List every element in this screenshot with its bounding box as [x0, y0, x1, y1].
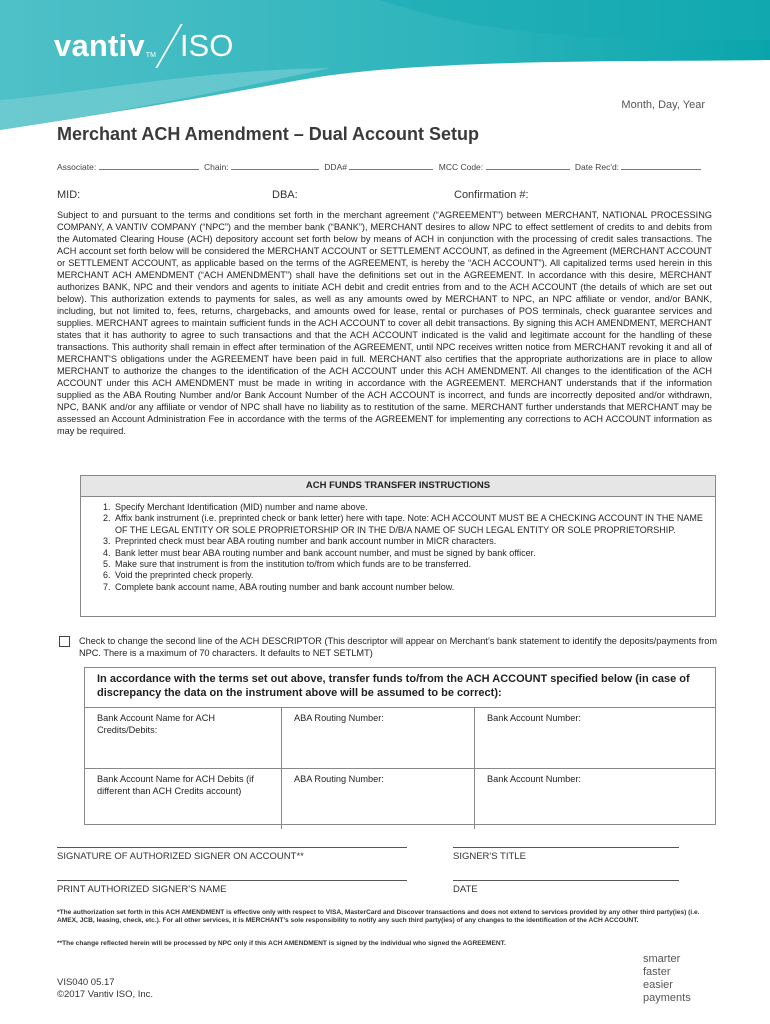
- dba-label[interactable]: DBA:: [272, 189, 298, 201]
- dda-field[interactable]: [349, 161, 433, 170]
- date-recd-field[interactable]: [621, 161, 701, 170]
- descriptor-checkbox-row: [59, 635, 719, 659]
- page-title: Merchant ACH Amendment – Dual Account Setup: [57, 124, 480, 144]
- logo-brand: vantiv: [54, 28, 145, 63]
- print-name-line[interactable]: [57, 880, 407, 881]
- tagline-line: easier: [643, 979, 673, 991]
- dda-label: DDA#: [324, 162, 347, 172]
- form-code: VIS040 05.17: [57, 977, 115, 988]
- footer-form-info: [57, 977, 153, 1001]
- descriptor-checkbox-label: Check to change the second line of the ACH DESCRIPTOR (This descriptor will appear on Merchant’s bank statement to identify the deposits/payments from NPC. There is a maximum of 70 characters. It defaults to NET SETLMT): [79, 636, 717, 658]
- logo-product: ISO: [179, 28, 234, 63]
- associate-field[interactable]: [99, 161, 199, 170]
- instruction-item: 2. Affix bank instrument (i.e. preprinted check or bank letter) here with tape. Note: ACH ACCOUNT MUST BE A CHECKING ACCOUNT IN THE NAME OF THE LEGAL ENTITY OR SOLE PROPRIETORSHIP OR IN THE D/B/A NAME OF SUCH LEGAL ENTITY OR SOLE PROPRIETORSHIP.: [113, 513, 703, 536]
- debits-account-name-field[interactable]: Bank Account Name for ACH Debits (if different than ACH Credits account): [85, 769, 282, 829]
- footnote-signer: **The change reflected herein will be processed by NPC only if this ACH AMENDMENT is signed by the individual who signed the AGREEMENT.: [57, 940, 506, 947]
- logo-trademark: TM: [145, 52, 156, 59]
- instruction-item: 3. Preprinted check must bear ABA routing number and bank account number in MICR characters.: [113, 536, 703, 547]
- date-recd-label: Date Rec'd:: [574, 162, 620, 172]
- instruction-item: 7. Complete bank account name, ABA routing number and bank account number below.: [113, 582, 703, 593]
- instructions-list: [81, 502, 715, 593]
- associate-label: Associate:: [57, 162, 97, 172]
- footnote-visa-mastercard: *The authorization set forth in this ACH AMENDMENT is effective only with respect to VISA, MasterCard and Discover transactions and does not extend to services provided by any other third party(ies) (i.e. AMEX, JCB, leasing, check, etc.). For all other services, it is MERCHANT’s sole responsibility to notify any such third party(ies) of any changes to the identification of the ACH ACCOUNT.: [57, 909, 700, 925]
- copyright: ©2017 Vantiv ISO, Inc.: [57, 989, 154, 1000]
- agreement-body-text: Subject to and pursuant to the terms and conditions set forth in the merchant agreement (“AGREEMENT”) between MERCHANT, NATIONAL PROCESSING COMPANY, A VANTIV COMPANY (“NPC”) and the member bank (“BANK”), MERCHANT desires to allow NPC to effect settlement of credits to and debits from the Automated Clearing House (ACH) depository account set forth below by means of ACH in conjunction with the processing of credit sales transactions. The ACH account set forth below will be considered the MERCHANT ACCOUNT or SETTLEMENT ACCOUNT, as defined in the Agreement (MERCHANT ACCOUNT or SETTLEMENT ACCOUNT, as applicable based on the terms of the AGREEMENT, is hereby the “ACH ACCOUNT”). All capitalized terms used herein in this MERCHANT ACH AMENDMENT (“ACH AMENDMENT”) shall have the definitions set out in the AGREEMENT. In accordance with this desire, MERCHANT authorizes BANK, NPC and their vendors and agents to initiate ACH debit and credit entries from and to the ACH ACCOUNT (the details of which are set out below). This authorization extends to payments for sales, as well as any amounts owed by MERCHANT to NPC, an NPC affiliate or vendor, and/or BANK, including, but not limited to, fees, returns, chargebacks, and amounts owed for lease, rental or purchases of POS terminals, check guarantee services and supplies. MERCHANT agrees to maintain sufficient funds in the ACH ACCOUNT to cover all debit transactions. By signing this ACH AMENDMENT, MERCHANT states that it has authority to agree to such transactions and that the ACH ACCOUNT indicated is the valid and legitimate account for the handling of these transactions. This authority shall remain in effect after termination of the AGREEMENT, until NPC receives written notice from MERCHANT revoking it and all of MERCHANT'S obligations under the AGREEMENT have been paid in full. MERCHANT also certifies that the appropriate authorizations are in place to allow MERCHANT to authorize the changes to the identification of the ACH ACCOUNT under this ACH AMENDMENT. All changes to the identification of the ACH ACCOUNT under this ACH AMENDMENT must be made in writing in accordance with the AGREEMENT. MERCHANT understands that if the information supplied as the ABA Routing Number and/or Bank Account Number of the ACH ACCOUNT is incorrect, and funds are incorrectly deposited and/or withdrawn, NPC, BANK and/or any affiliate or vendor of NPC shall have no liability as to restitution of the same. MERCHANT further understands that MERCHANT may be assessed an Account Administration Fee in accordance with the terms of the AGREEMENT for implementing any corrections to ACH ACCOUNT information as may be required.: [57, 210, 712, 436]
- credits-account-name-field[interactable]: Bank Account Name for ACH Credits/Debits:: [85, 708, 282, 769]
- debits-account-number-field[interactable]: Bank Account Number:: [487, 774, 581, 784]
- chain-label: Chain:: [203, 162, 229, 172]
- print-name-label: PRINT AUTHORIZED SIGNER'S NAME: [57, 884, 227, 895]
- credits-aba-routing-field[interactable]: ABA Routing Number:: [282, 708, 475, 769]
- date-line-label: DATE: [453, 884, 478, 895]
- signature-line[interactable]: [57, 847, 407, 848]
- bank-table-grid: [85, 708, 715, 829]
- office-info-row: [57, 161, 704, 172]
- signer-title-line[interactable]: [453, 847, 679, 848]
- tagline: [643, 953, 691, 1005]
- signer-title-label: SIGNER'S TITLE: [453, 851, 526, 862]
- transfer-instructions-box: [80, 475, 716, 617]
- tagline-line: smarter: [643, 953, 681, 965]
- mid-label[interactable]: MID:: [57, 189, 81, 201]
- instruction-item: 4. Bank letter must bear ABA routing number and bank account number, and must be signed by bank officer.: [113, 548, 703, 559]
- date-line[interactable]: [453, 880, 679, 881]
- descriptor-checkbox[interactable]: [59, 636, 70, 647]
- instructions-heading: ACH FUNDS TRANSFER INSTRUCTIONS: [81, 476, 715, 497]
- confirmation-label[interactable]: Confirmation #:: [454, 189, 529, 201]
- logo-slash-divider: [155, 24, 182, 68]
- debits-aba-routing-field[interactable]: ABA Routing Number:: [282, 769, 475, 829]
- mcc-label: MCC Code:: [438, 162, 484, 172]
- instruction-item: 5. Make sure that instrument is from the institution to/from which funds are to be transferred.: [113, 559, 703, 570]
- credits-account-number-field[interactable]: Bank Account Number:: [475, 708, 715, 769]
- tagline-line: payments: [643, 992, 691, 1004]
- date-label: Month, Day, Year: [621, 99, 705, 111]
- vantiv-iso-logo: [54, 24, 233, 68]
- chain-field[interactable]: [231, 161, 319, 170]
- mcc-field[interactable]: [486, 161, 570, 170]
- tagline-line: faster: [643, 966, 671, 978]
- instruction-item: 1. Specify Merchant Identification (MID) number and name above.: [113, 502, 703, 513]
- instruction-item: 6. Void the preprinted check properly.: [113, 570, 703, 581]
- bank-account-table: [84, 667, 716, 825]
- bank-table-heading: In accordance with the terms set out above, transfer funds to/from the ACH ACCOUNT specified below (in case of discrepancy the data on the instrument above will be assumed to be correct):: [85, 668, 715, 708]
- signature-label: SIGNATURE OF AUTHORIZED SIGNER ON ACCOUNT**: [57, 851, 304, 862]
